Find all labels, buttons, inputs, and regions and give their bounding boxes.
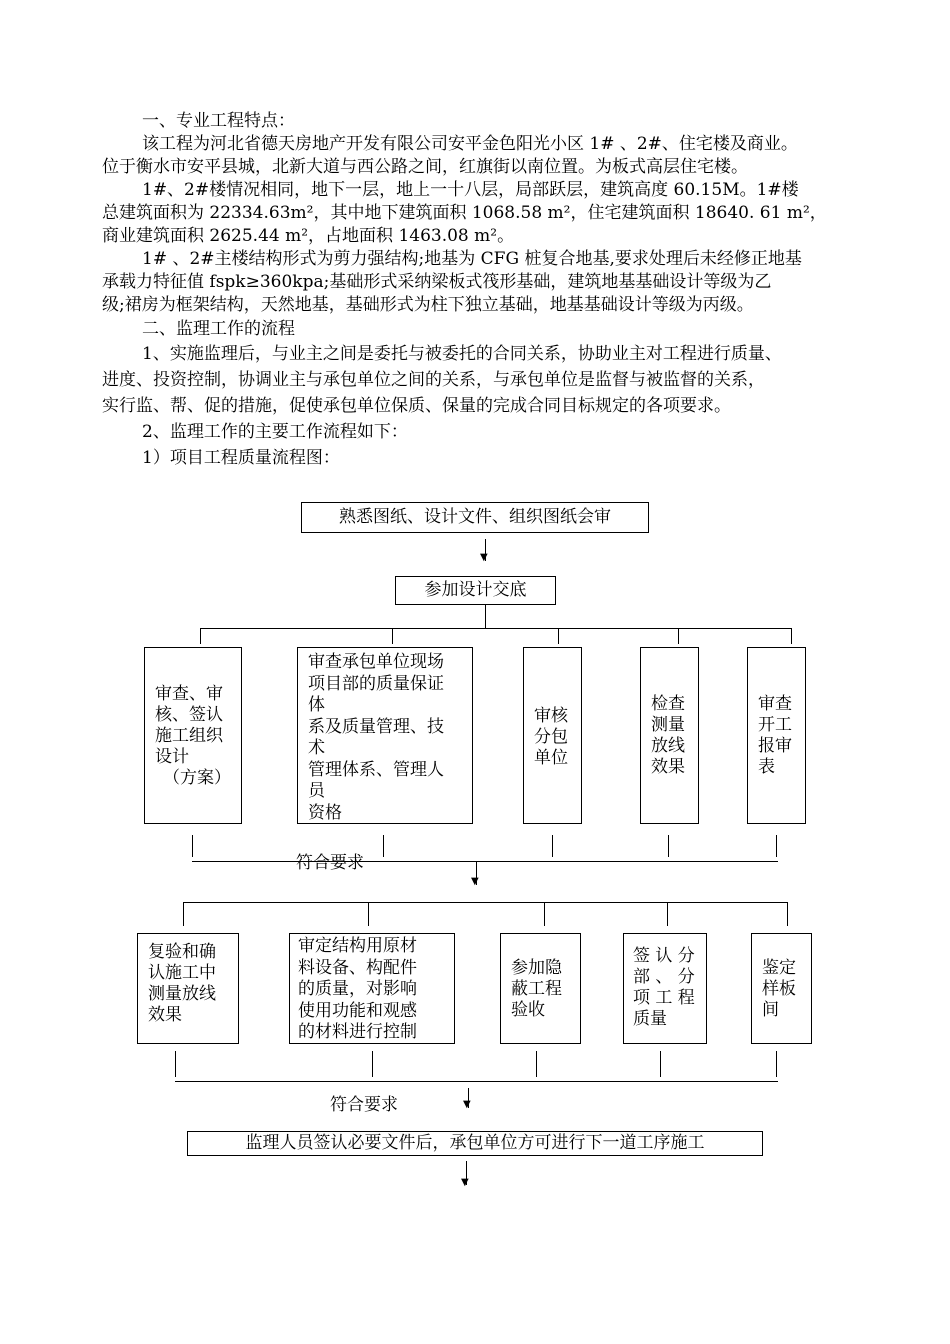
flow-box-sub-item-quality [623, 933, 707, 1044]
box-line: 项目部的质量保证 [308, 673, 444, 694]
box-line: 审定结构用原材 [298, 936, 417, 956]
flow-box-survey-check [640, 647, 699, 824]
meets-requirements-label: 符合要求 [330, 1095, 398, 1115]
box-line: 效果 [148, 1005, 182, 1025]
arrow-down-icon: ▼ [471, 876, 479, 887]
box-line: 验收 [511, 1000, 545, 1020]
connector-line [667, 902, 668, 926]
box-line: 质量 [633, 1009, 667, 1029]
box-line: 检查 [651, 694, 685, 714]
connector-line [558, 628, 559, 644]
box-line: 鉴定 [762, 958, 796, 978]
box-line: 蔽工程 [511, 979, 562, 999]
connector-line [791, 628, 792, 644]
connector-line [544, 902, 545, 926]
connector-line [776, 835, 777, 857]
box-line: 审核 [534, 706, 568, 726]
section-heading-2: 二、监理工作的流程 [142, 319, 295, 339]
box-line: 料设备、构配件 [298, 957, 417, 978]
box-line: 报审 [758, 736, 792, 756]
box-line: 参加隐 [511, 958, 562, 978]
box-line: 设计 [155, 747, 189, 767]
box-line: 测量放线 [148, 984, 216, 1004]
box-line: 资格 [308, 802, 342, 823]
paragraph-line: 进度、投资控制，协调业主与承包单位之间的关系，与承包单位是监督与被监督的关系， [102, 370, 765, 390]
section-heading-1: 一、专业工程特点： [142, 111, 295, 131]
connector-line [678, 628, 679, 644]
box-line: 员 [308, 781, 325, 801]
box-line: 开工 [758, 715, 792, 735]
box-line: 表 [758, 757, 775, 777]
box-line: 审查、审 [155, 684, 223, 704]
paragraph-line: 承载力特征值 fspk≥360kpa;基础形式采纳梁板式筏形基础，建筑地基基础设计等级为乙 [102, 272, 772, 292]
box-line: 核、签认 [155, 705, 223, 725]
box-line: 单位 [534, 748, 568, 768]
meets-requirements-label: 符合要求 [296, 853, 364, 873]
box-line: （方案） [163, 768, 231, 788]
paragraph-line: 该工程为河北省德天房地产开发有限公司安平金色阳光小区 1# 、2#、住宅楼及商业。 [142, 134, 798, 154]
flow-box-next-process: 监理人员签认必要文件后，承包单位方可进行下一道工序施工 [187, 1131, 763, 1156]
merge-line [192, 861, 778, 862]
flow-box-quality-system [297, 647, 473, 824]
paragraph-line: 2、监理工作的主要工作流程如下： [142, 422, 408, 442]
flow-box-design-briefing: 参加设计交底 [395, 576, 556, 605]
connector-line [192, 835, 193, 857]
box-line: 的质量，对影响 [298, 979, 417, 999]
flow-box-subcontractor [523, 647, 582, 824]
flow-box-construction-plan [144, 647, 242, 824]
box-line: 复验和确 [148, 942, 216, 962]
connector-line [183, 902, 184, 926]
flow-box-review-drawings: 熟悉图纸、设计文件、组织图纸会审 [301, 502, 649, 533]
connector-line [372, 1051, 373, 1077]
flow-box-sample-room [751, 933, 812, 1044]
box-line: 审查承包单位现场 [308, 652, 444, 672]
connector-line [536, 1051, 537, 1077]
box-line: 管理体系、管理人 [308, 759, 444, 780]
connector-line [787, 902, 788, 926]
branch-line [183, 902, 788, 903]
connector-line [368, 902, 369, 926]
paragraph-line: 位于衡水市安平县城，北新大道与西公路之间，红旗街以南位置。为板式高层住宅楼。 [102, 157, 748, 177]
box-line: 认施工中 [148, 963, 216, 983]
box-line: 施工组织 [155, 726, 223, 746]
connector-line [200, 628, 201, 644]
connector-line [485, 605, 486, 629]
flow-box-material-control [289, 933, 455, 1044]
box-line: 分包 [534, 727, 568, 747]
box-line: 术 [308, 738, 325, 758]
box-line: 样板 [762, 979, 796, 999]
paragraph-line: 实行监、帮、促的措施，促使承包单位保质、保量的完成合同目标规定的各项要求。 [102, 396, 731, 416]
box-line: 效果 [651, 757, 685, 777]
paragraph-line: 1#、2#楼情况相同，地下一层，地上一十八层，局部跃层，建筑高度 60.15M。1#楼 [142, 180, 799, 200]
paragraph-line: 级;裙房为框架结构，天然地基，基础形式为柱下独立基础，地基基础设计等级为丙级。 [102, 295, 754, 315]
branch-line [200, 628, 792, 629]
arrow-down-icon: ▼ [480, 552, 488, 563]
flow-box-hidden-works [500, 933, 581, 1044]
connector-line [668, 835, 669, 857]
connector-line [175, 1051, 176, 1077]
box-line: 放线 [651, 736, 685, 756]
box-line: 体 [308, 695, 325, 715]
arrow-down-icon: ▼ [461, 1177, 469, 1188]
box-line: 签 认 分 [633, 946, 695, 966]
arrow-down-icon: ▼ [463, 1099, 471, 1110]
paragraph-line: 总建筑面积为 22334.63m²，其中地下建筑面积 1068.58 m²，住宅建筑面积 18640. 61 m²， [102, 203, 827, 223]
connector-line [552, 835, 553, 857]
box-line: 间 [762, 1000, 779, 1020]
box-line: 审查 [758, 694, 792, 714]
paragraph-line: 1、实施监理后，与业主之间是委托与被委托的合同关系，协助业主对工程进行质量、 [142, 344, 782, 364]
box-line: 系及质量管理、技 [308, 716, 444, 737]
connector-line [776, 1051, 777, 1077]
box-line: 测量 [651, 715, 685, 735]
merge-line [175, 1081, 778, 1082]
box-line: 项 工 程 [633, 988, 695, 1008]
paragraph-line: 1# 、2#主楼结构形式为剪力强结构;地基为 CFG 桩复合地基,要求处理后未经修正地基 [142, 249, 802, 269]
connector-line [383, 835, 384, 857]
connector-line [660, 1051, 661, 1077]
flow-box-start-report [747, 647, 806, 824]
flow-box-recheck-survey [137, 933, 239, 1044]
box-line: 部 、 分 [633, 967, 695, 987]
box-line: 使用功能和观感 [298, 1000, 417, 1021]
connector-line [392, 628, 393, 644]
paragraph-line: 1）项目工程质量流程图： [142, 448, 340, 468]
paragraph-line: 商业建筑面积 2625.44 m²，占地面积 1463.08 m²。 [102, 226, 515, 246]
box-line: 的材料进行控制 [298, 1022, 417, 1042]
